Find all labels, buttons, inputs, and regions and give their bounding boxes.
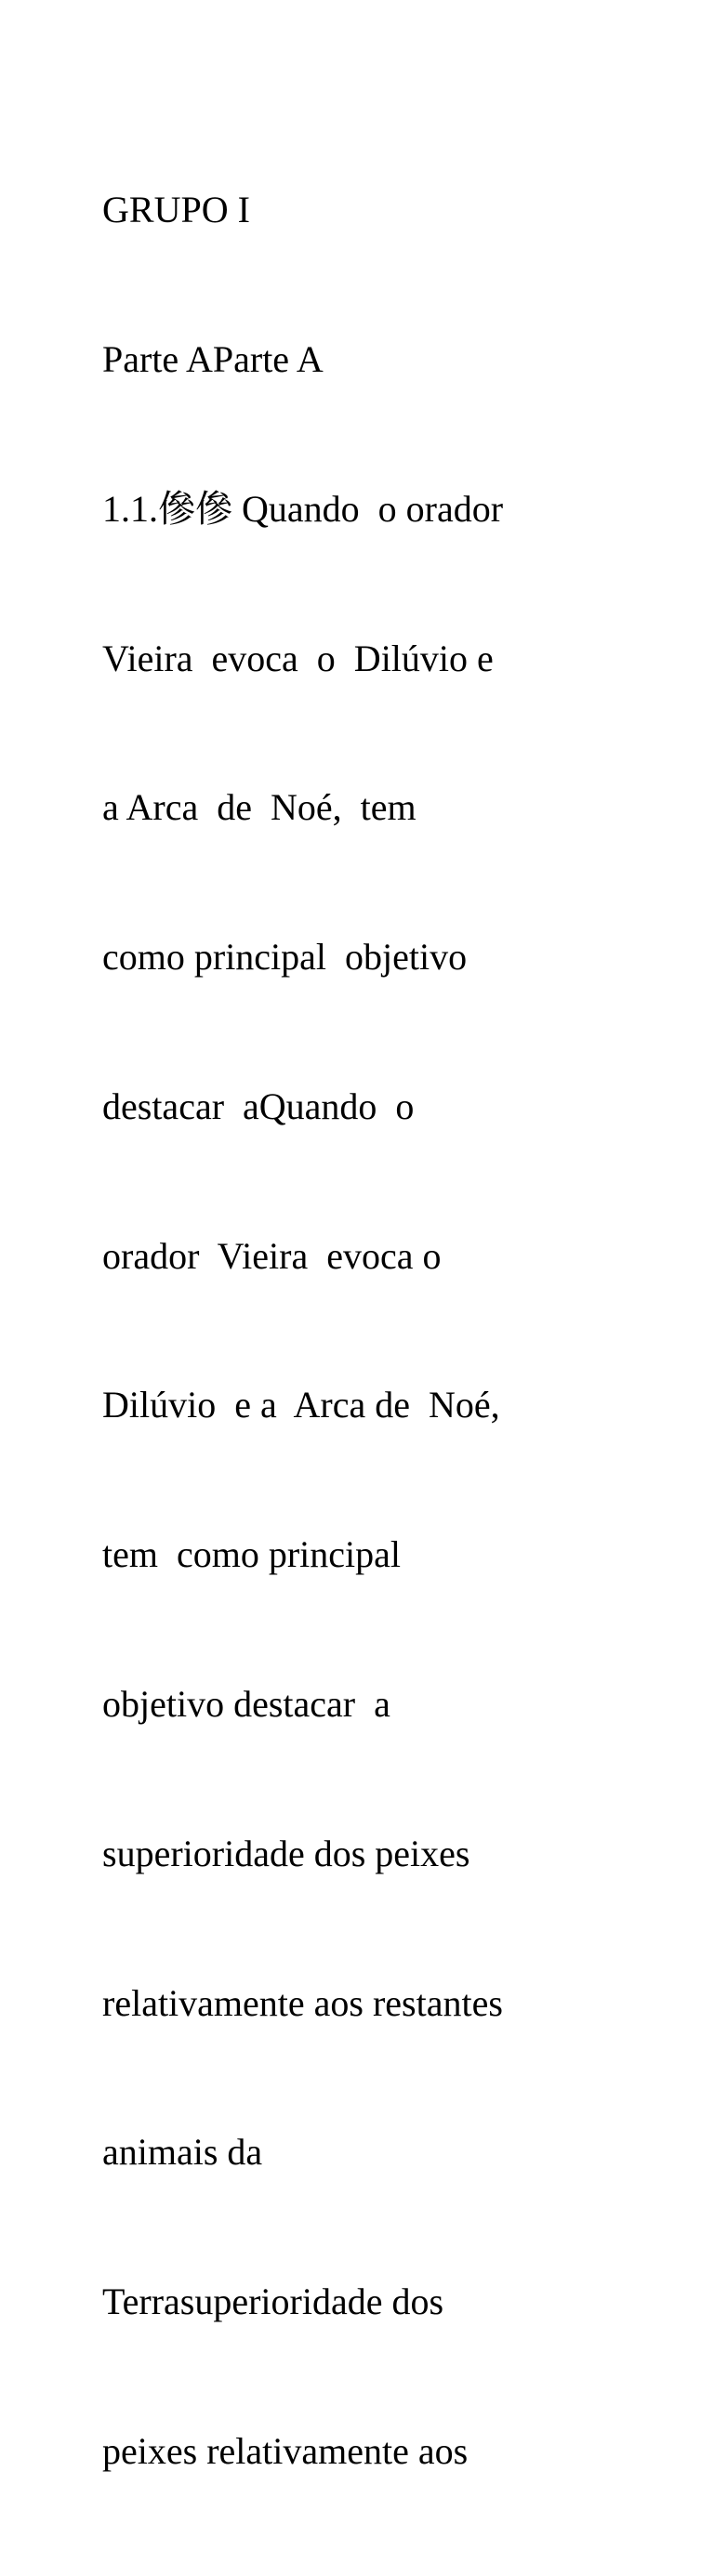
document-line: Terrasuperioridade dos [102,2280,444,2323]
document-line: relativamente aos restantes [102,1981,503,2024]
document-line: tem como principal [102,1533,402,1576]
document-line: 1.1.傪傪 Quando o orador [102,487,504,530]
document-line: objetivo destacar a [102,1683,390,1725]
document-line: GRUPO I [102,189,250,231]
document-line: Vieira evoca o Dilúvio e [102,637,494,679]
document-line: superioridade dos peixes [102,1832,470,1874]
document-line: a Arca de Noé, tem [102,786,416,829]
document-line: como principal objetivo [102,936,468,979]
document-line: animais da [102,2131,263,2174]
document-line: orador Vieira evoca o [102,1234,442,1277]
document-line: destacar aQuando o [102,1084,415,1127]
document-line: peixes relativamente aos [102,2429,469,2472]
document-line: Parte AParte A [102,337,324,380]
document-text [102,85,697,2576]
document-line: Dilúvio e a Arca de Noé, [102,1384,500,1426]
